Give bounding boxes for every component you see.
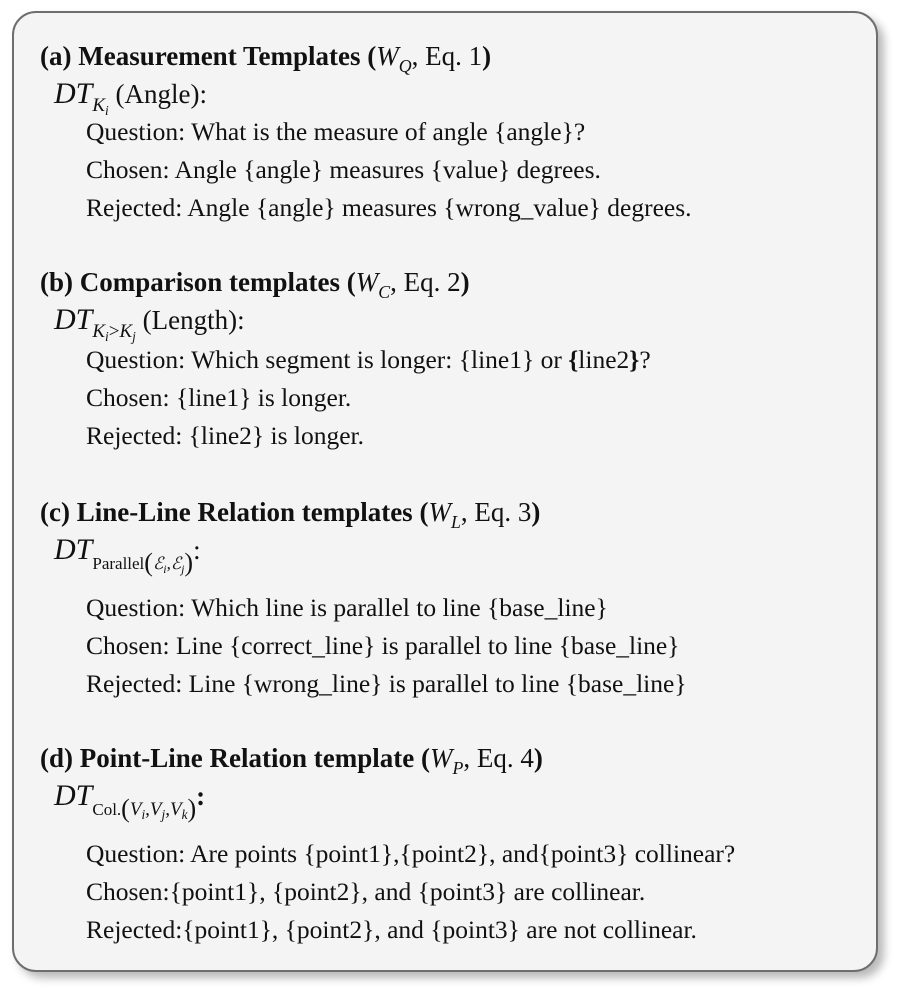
chosen-line: Chosen: {line1} is longer. bbox=[86, 383, 352, 412]
question-line: Question: Which segment is longer: {line1} or {line2}? bbox=[86, 345, 651, 374]
chosen-line: Chosen: Line {correct_line} is parallel to line {base_line} bbox=[86, 631, 680, 660]
weight-symbol: $W_C$ bbox=[355, 267, 391, 303]
dt-formula: $DT_{K_i>K_j}$ (Length): bbox=[54, 303, 245, 344]
rejected-line: Rejected: Angle {angle} measures {wrong_value} degrees. bbox=[86, 193, 692, 222]
dt-formula: $DT_{Parallel}(_{ℰ_i,ℰ_j})$: bbox=[54, 533, 201, 577]
weight-symbol: $W_Q$ bbox=[376, 41, 412, 77]
rejected-line: Rejected: Line {wrong_line} is parallel to line {base_line} bbox=[86, 669, 687, 698]
templates-card bbox=[12, 11, 878, 972]
section-heading: (b) Comparison templates ($W_C$, Eq. 2) bbox=[40, 267, 470, 303]
section-heading: (c) Line-Line Relation templates ($W_L$, Eq. 3) bbox=[40, 497, 541, 533]
dt-formula: $DT_{Col.}(_{V_i,V_j,V_k})$: bbox=[54, 779, 206, 823]
section-heading: (a) Measurement Templates ($W_Q$, Eq. 1) bbox=[40, 41, 492, 77]
chosen-line: Chosen: Angle {angle} measures {value} degrees. bbox=[86, 155, 601, 184]
chosen-line: Chosen:{point1}, {point2}, and {point3} are collinear. bbox=[86, 877, 646, 906]
section-heading: (d) Point-Line Relation template ($W_P$, Eq. 4) bbox=[40, 743, 543, 779]
weight-symbol: $W_L$ bbox=[428, 497, 461, 533]
rejected-line: Rejected:{point1}, {point2}, and {point3} are not collinear. bbox=[86, 915, 697, 944]
dt-formula: $DT_{K_i}$ (Angle): bbox=[54, 77, 207, 118]
weight-symbol: $W_P$ bbox=[429, 743, 464, 779]
question-line: Question: Which line is parallel to line {base_line} bbox=[86, 593, 608, 622]
rejected-line: Rejected: {line2} is longer. bbox=[86, 421, 364, 450]
question-line: Question: What is the measure of angle {angle}? bbox=[86, 117, 586, 146]
question-line: Question: Are points {point1},{point2}, and{point3} collinear? bbox=[86, 839, 736, 868]
